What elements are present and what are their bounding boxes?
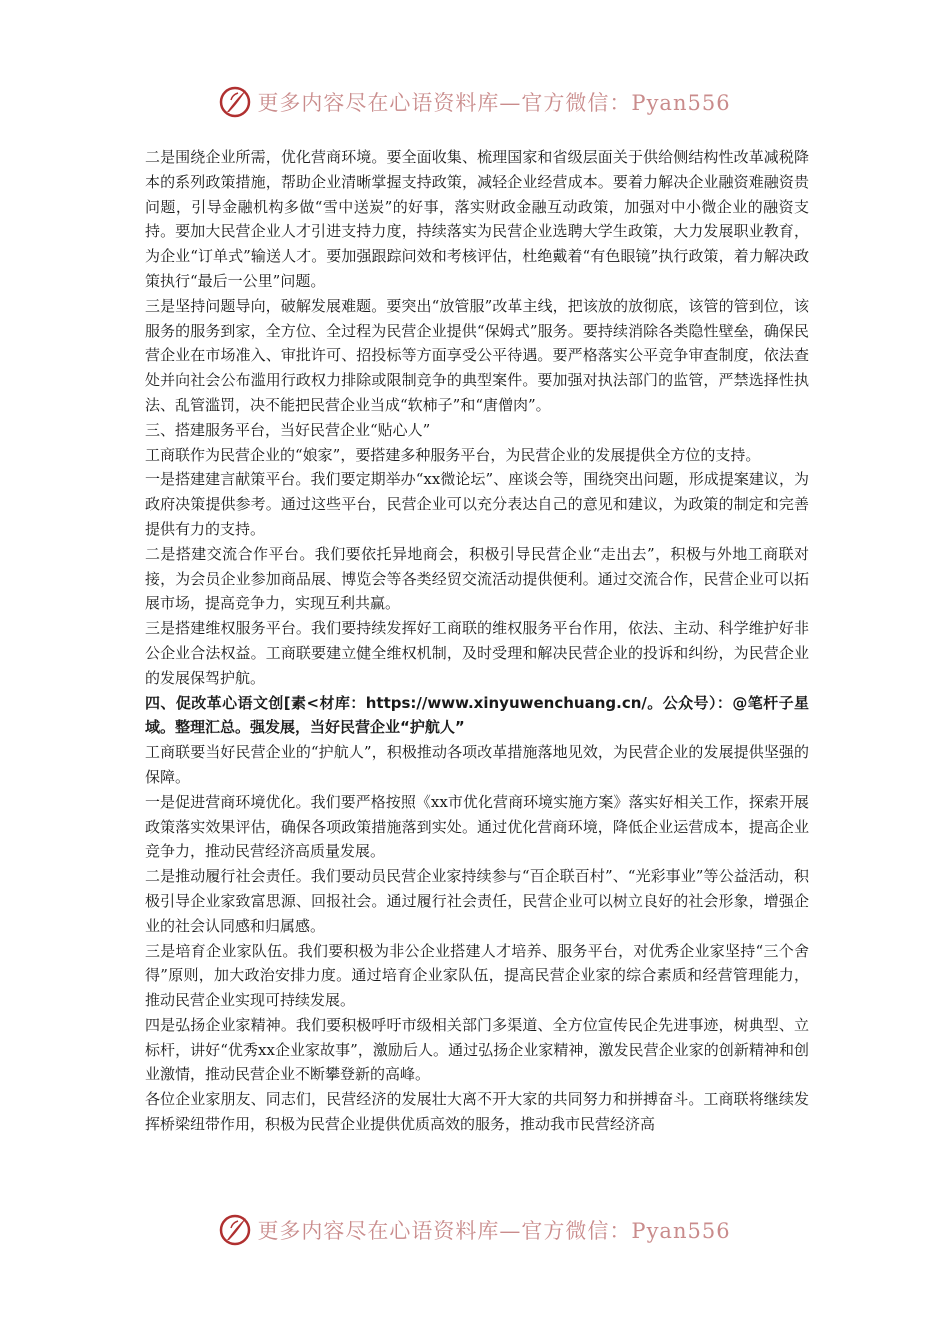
footer-banner (0, 1210, 950, 1250)
paragraph: 二是推动履行社会责任。我们要动员民营企业家持续参与“百企联百村”、“光彩事业”等公益活动，积极引导企业家致富思源、回报社会。通过履行社会责任，民营企业可以树立良好的社会形象，增强企业的社会认同感和归属感。 (145, 867, 809, 935)
paragraph: 三是搭建维权服务平台。我们要持续发挥好工商联的维权服务平台作用，依法、主动、科学维护好非公企业合法权益。工商联要建立健全维权机制，及时受理和解决民营企业的投诉和纠纷，为民营企业的发展保驾护航。 (145, 619, 809, 687)
paragraph: 四是弘扬企业家精神。我们要积极呼吁市级相关部门多渠道、全方位宣传民企先进事迹，树典型、立标杆，讲好“优秀xx企业家故事”，激励后人。通过弘扬企业家精神，激发民营企业家的创新精神和创业激情，推动民营企业不断攀登新的高峰。 (145, 1015, 809, 1084)
paragraph: 一是搭建建言献策平台。我们要定期举办“xx微论坛”、座谈会等，围绕突出问题，形成提案建议，为政府决策提供参考。通过这些平台，民营企业可以充分表达自己的意见和建议，为政策的制定和完善提供有力的支持。 (145, 470, 809, 538)
paragraph: 各位企业家朋友、同志们，民营经济的发展壮大离不开大家的共同努力和拼搏奋斗。工商联将继续发挥桥梁纽带作用，积极为民营企业提供优质高效的服务，推动我市民营经济高 (145, 1090, 809, 1134)
paragraph: 工商联作为民营企业的“娘家”，要搭建多种服务平台，为民营企业的发展提供全方位的支持。 (145, 445, 761, 464)
quill-logo-icon (219, 1214, 251, 1246)
banner-text: 更多内容尽在心语资料库—官方微信：Pyan556 (257, 1219, 731, 1243)
quill-logo-icon (219, 86, 251, 118)
paragraph: 二是围绕企业所需，优化营商环境。要全面收集、梳理国家和省级层面关于供给侧结构性改革减税降本的系列政策措施，帮助企业清晰掌握支持政策，减轻企业经营成本。要着力解决企业融资难融资贵问题，引导金融机构多做“雪中送炭”的好事，落实财政金融互动政策，加强对中小微企业的融资支持。要加大民营企业人才引进支持力度，持续落实为民营企业选聘大学生政策，大力发展职业教育，为企业“订单式”输送人才。要加强跟踪问效和考核评估，杜绝戴着“有色眼镜”执行政策，着力解决政策执行“最后一公里”问题。 (145, 148, 809, 290)
paragraph: 三是坚持问题导向，破解发展难题。要突出“放管服”改革主线，把该放的放彻底，该管的管到位，该服务的服务到家，全方位、全过程为民营企业提供“保姆式”服务。要持续消除各类隐性壁垒，确保民营企业在市场准入、审批许可、招投标等方面享受公平待遇。要严格落实公平竞争审查制度，依法查处并向社会公布滥用行政权力排除或限制竞争的典型案件。要加强对执法部门的监管，严禁选择性执法、乱管滥罚，决不能把民营企业当成“软柿子”和“唐僧肉”。 (145, 296, 809, 414)
header-banner (0, 82, 950, 122)
banner-text: 更多内容尽在心语资料库—官方微信：Pyan556 (257, 91, 731, 115)
section-heading-bold: 四、促改革心语文创[素<材库：https://www.xinyuwenchuang.cn/。公众号）：@笔杆子星域。整理汇总。强发展，当好民营企业“护航人” (145, 693, 809, 737)
section-heading: 三、搭建服务平台，当好民营企业“贴心人” (145, 420, 431, 439)
paragraph: 二是搭建交流合作平台。我们要依托异地商会，积极引导民营企业“走出去”，积极与外地工商联对接，为会员企业参加商品展、博览会等各类经贸交流活动提供便利。通过交流合作，民营企业可以拓展市场，提高竞争力，实现互利共赢。 (145, 544, 809, 613)
paragraph: 三是培育企业家队伍。我们要积极为非公企业搭建人才培养、服务平台，对优秀企业家坚持“三个舍得”原则，加大政治安排力度。通过培育企业家队伍，提高民营企业家的综合素质和经营管理能力，推动民营企业实现可持续发展。 (145, 941, 809, 1010)
document-body (145, 145, 809, 1137)
paragraph: 工商联要当好民营企业的“护航人”，积极推动各项改革措施落地见效，为民营企业的发展提供坚强的保障。 (145, 743, 809, 786)
paragraph: 一是促进营商环境优化。我们要严格按照《xx市优化营商环境实施方案》落实好相关工作，探索开展政策落实效果评估，确保各项政策措施落到实处。通过优化营商环境，降低企业运营成本，提高企业竞争力，推动民营经济高质量发展。 (145, 792, 809, 861)
